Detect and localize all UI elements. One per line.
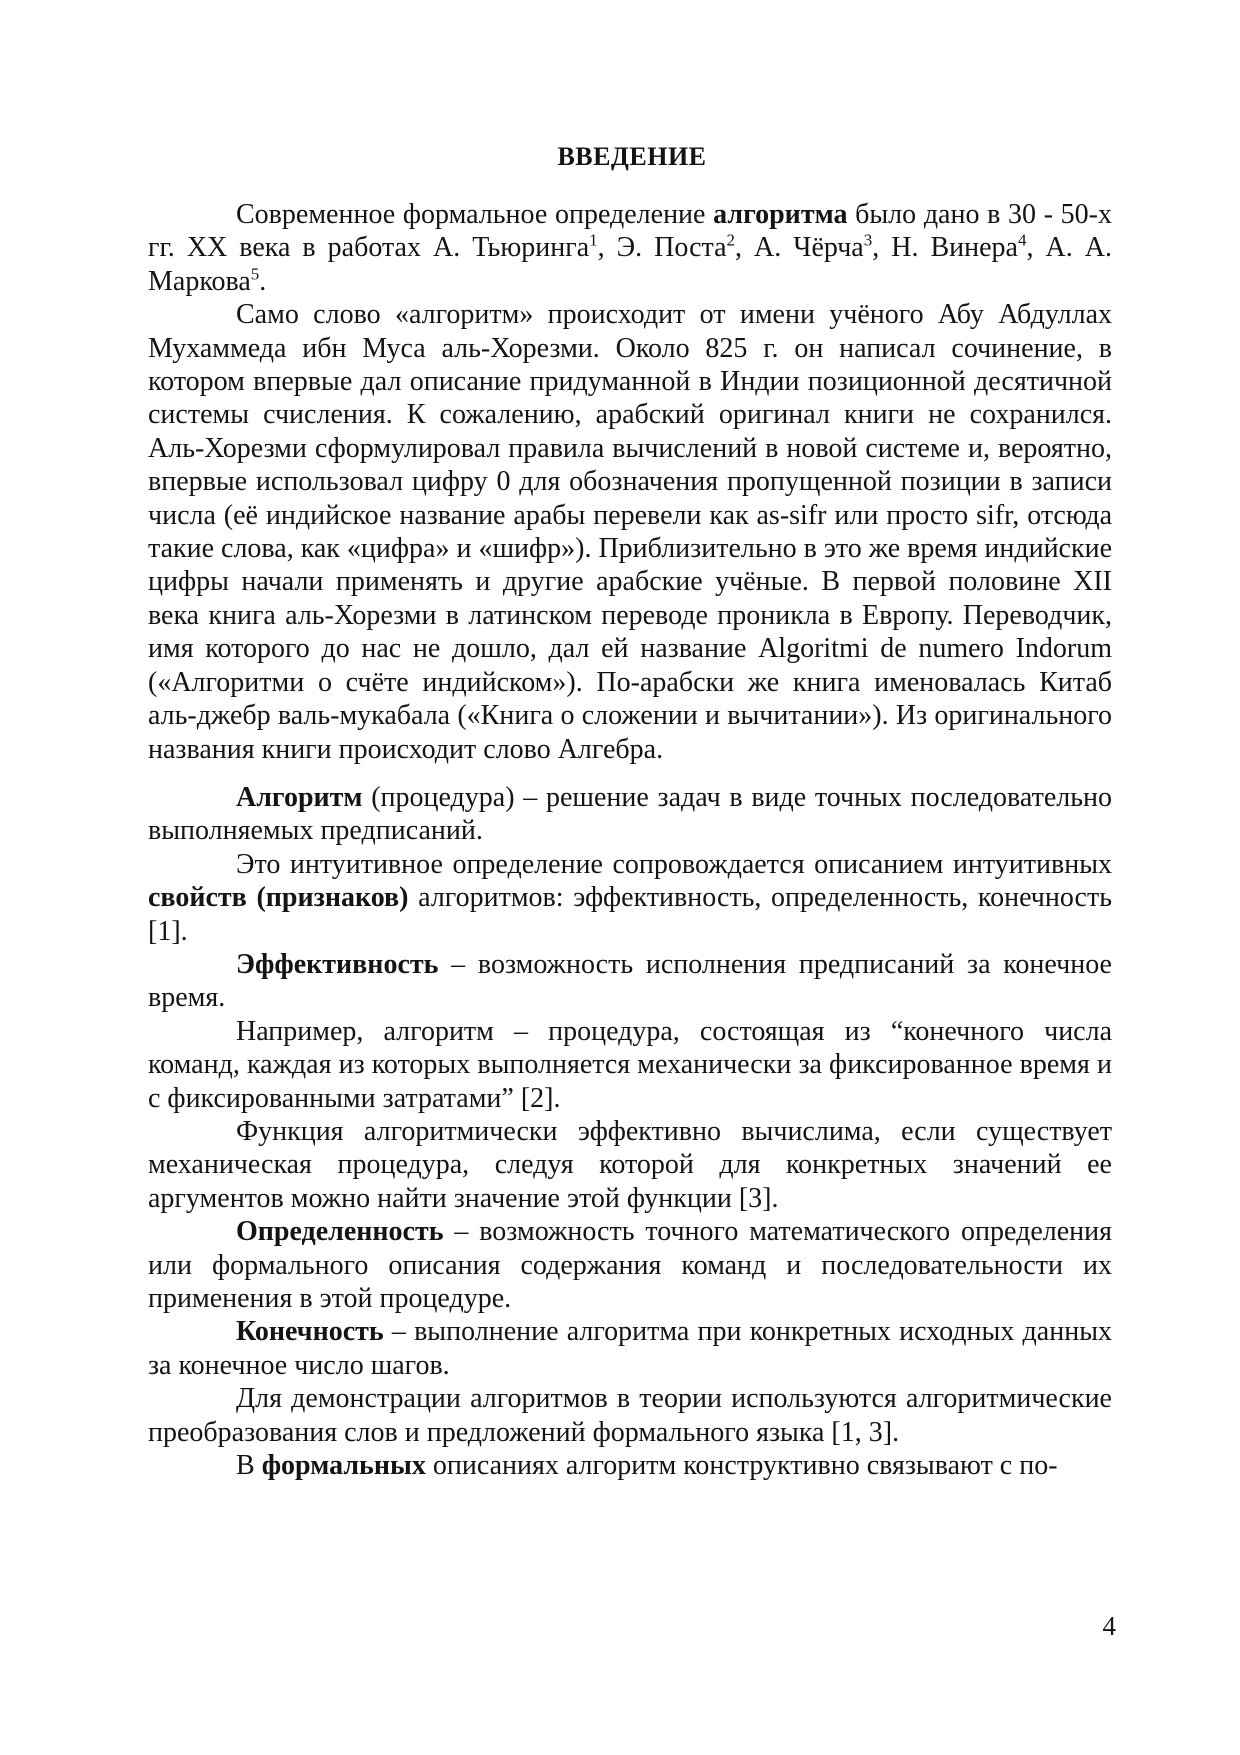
footnote-ref-5[interactable]: 5 — [250, 264, 260, 284]
text-run: – возможность точного математического определения или формального описания содержания команд и последовательности их применения в этой процедуре. — [148, 1216, 1112, 1314]
body-text — [148, 198, 1112, 1482]
paragraph-properties — [148, 848, 1112, 948]
term-definiteness: Определенность — [236, 1216, 444, 1248]
term-algorithm-def: Алгоритм — [236, 781, 363, 813]
footnote-ref-3[interactable]: 3 — [863, 231, 873, 251]
text-run: Это интуитивное определение сопровождается описанием интуитивных — [236, 848, 1112, 880]
paragraph-definiteness — [148, 1215, 1112, 1315]
term-formal: формальных — [261, 1450, 426, 1482]
paragraph-effectiveness — [148, 948, 1112, 1015]
paragraph-definition-history — [148, 198, 1112, 298]
term-finiteness: Конечность — [236, 1316, 384, 1348]
text-run: В — [236, 1450, 262, 1482]
text-run: , А. Чёрча — [735, 232, 864, 264]
text-run: алгоритмов: эффективность, определенность, конечность [1]. — [148, 882, 1112, 947]
paragraph-algorithm-definition — [148, 781, 1112, 848]
text-run: . — [259, 265, 267, 297]
paragraph-finiteness — [148, 1315, 1112, 1382]
footnote-ref-4[interactable]: 4 — [1017, 231, 1027, 251]
term-effectiveness: Эффективность — [236, 948, 439, 980]
text-run: было дано в 30 - 50-х гг. XX века в работах А. Тьюринга — [148, 199, 1113, 264]
text-run: Современное формальное определение — [236, 199, 714, 230]
text-run: , Н. Винера — [872, 232, 1018, 264]
text-run: – возможность исполнения предписаний за конечное время. — [148, 948, 1112, 1014]
paragraph-example: Например, алгоритм – процедура, состоящая из “конечного числа команд, каждая из которых выполняется механически за фиксированное время и с фиксированными затратами” [2]. — [148, 1015, 1112, 1114]
page-title: ВВЕДЕНИЕ — [557, 142, 707, 171]
paragraph-word-origin: Само слово «алгоритм» происходит от имени учёного Абу Абдуллах Мухаммеда ибн Муса аль-Хорезми. Около 825 г. он написал сочинение, в котором впервые дал описание придуманной в Индии позиционной десятичной системы счисления. К сожалению, арабский оригинал книги не сохранился. Аль-Хорезми сформулировал правила вычислений в новой системе и, вероятно, впервые использовал цифру 0 для обозначения пропущенной позиции в записи числа (её индийское название арабы перевели как as-sifr или просто sifr, отсюда такие слова, как «цифра» и «шифр»). Приблизительно в это же время индийские цифры начали применять и другие арабские учёные. В первой половине XII века книга аль-Хорезми в латинском переводе проникла в Европу. Переводчик, имя которого до нас не дошло, дал ей название Algoritmi de numero Indorum («Алгоритми о счёте индийском»). По-арабски же книга именовалась Китаб аль-джебр валь-мукабала («Книга о сложении и вычитании»). Из оригинального названия книги происходит слово Алгебра. — [148, 299, 1112, 765]
text-run: , Э. Поста — [597, 232, 727, 264]
term-properties: свойств (признаков) — [148, 882, 409, 914]
page-number: 4 — [1102, 1611, 1116, 1641]
paragraph-computability: Функция алгоритмически эффективно вычислима, если существует механическая процедура, следуя которой для конкретных значений ее аргументов можно найти значение этой функции [3]. — [148, 1115, 1112, 1214]
text-run: описаниях алгоритм конструктивно связывают с по- — [425, 1450, 1058, 1482]
text-run: (процедура) – решение задач в виде точных последовательно выполняемых предписаний. — [148, 781, 1112, 847]
text-run: – выполнение алгоритма при конкретных исходных данных за конечное число шагов. — [148, 1316, 1112, 1381]
footnote-ref-2[interactable]: 2 — [726, 231, 736, 251]
paragraph-demonstration: Для демонстрации алгоритмов в теории используются алгоритмические преобразования слов и предложений формального языка [1, 3]. — [148, 1383, 1112, 1448]
paragraph-formal-descriptions — [148, 1449, 1112, 1482]
term-algorithm: алгоритма — [713, 199, 848, 230]
footnote-ref-1[interactable]: 1 — [589, 231, 598, 251]
text-run: , А. А. Маркова — [148, 232, 1112, 297]
